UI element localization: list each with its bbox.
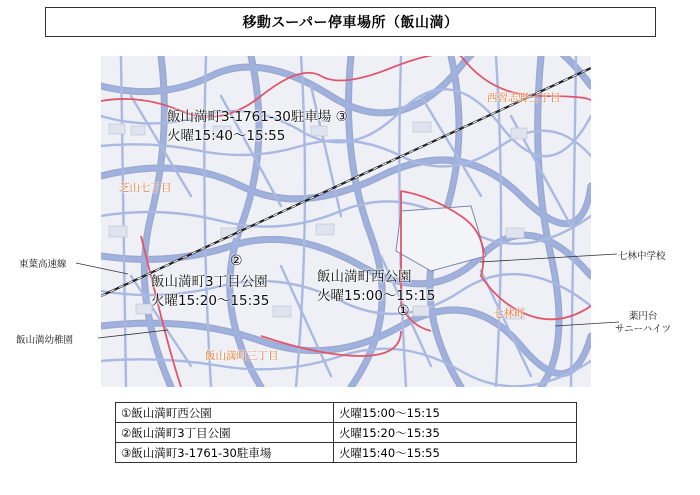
stop-1-name: 飯山満町西公園 [317, 269, 412, 285]
place-shichirin: 七林町 [493, 308, 525, 320]
apartment-callout-line2: サニーハイツ [615, 324, 672, 335]
table-row [116, 423, 577, 443]
stop-2-time: 火曜15:20～15:35 [151, 293, 270, 309]
schedule-time-cell: 火曜15:40～15:55 [334, 443, 577, 463]
table-row [116, 443, 577, 463]
stop-3-marker: ③ [335, 109, 348, 125]
apartment-callout-line1: 薬円台 [628, 311, 658, 322]
stop-3-name: 飯山満町3-1761-30駐車場 [167, 109, 332, 125]
schedule-name-cell: ①飯山満町西公園 [116, 403, 334, 423]
school-callout: 七林中学校 [618, 251, 666, 262]
place-hasama-3: 飯山満町三丁目 [205, 350, 279, 362]
schedule-name-cell: ③飯山満町3-1761-30駐車場 [116, 443, 334, 463]
schedule-name-cell: ②飯山満町3丁目公園 [116, 423, 334, 443]
apartment-callout [615, 310, 671, 336]
railway-callout: 東葉高速線 [19, 259, 67, 270]
place-nishinarashino: 西習志野三丁目 [487, 92, 561, 104]
stop-1-marker[interactable]: ① [397, 303, 410, 319]
page-title: 移動スーパー停車場所（飯山満） [45, 7, 656, 37]
table-row [116, 403, 577, 423]
stop-3-time: 火曜15:40～15:55 [167, 128, 286, 144]
schedule-time-cell: 火曜15:20～15:35 [334, 423, 577, 443]
stop-2-marker[interactable]: ② [230, 253, 243, 269]
schedule-time-cell: 火曜15:00～15:15 [334, 403, 577, 423]
stop-2-name: 飯山満町3丁目公園 [151, 274, 268, 290]
stop-1-time: 火曜15:00～15:15 [317, 288, 436, 304]
kindergarten-callout: 飯山満幼稚園 [16, 335, 74, 346]
place-shibayama: 芝山七丁目 [119, 182, 172, 194]
schedule-table [115, 402, 577, 463]
